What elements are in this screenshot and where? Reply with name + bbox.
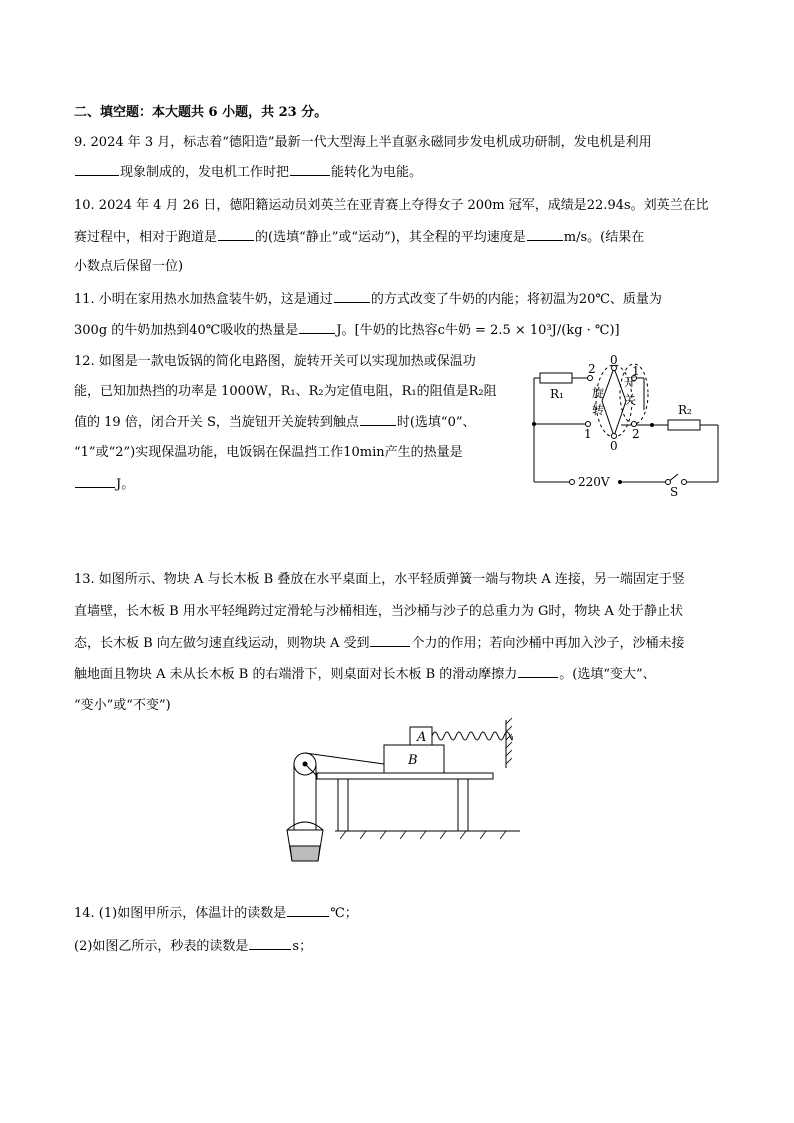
q12-text-b: 时(选填“0”、 [396, 415, 476, 430]
answer-blank[interactable] [290, 163, 330, 176]
q9-text-a: 现象制成的，发电机工作时把 [120, 165, 290, 180]
q10-text-b: 的(选填“静止”或“运动”)，其全程的平均速度是 [255, 230, 526, 245]
q14-text-b: ℃； [330, 906, 358, 921]
q13-text-c: 触地面且物块 A 未从长木板 B 的右端滑下，则桌面对长木板 B 的滑动摩擦力 [74, 667, 518, 682]
label-guan: 关 [624, 393, 637, 407]
q13-text-d: 。(选填“变大”、 [559, 667, 656, 682]
contact-0-top: 0 [610, 353, 618, 367]
q11-line2 [74, 321, 620, 340]
answer-blank[interactable] [299, 321, 335, 334]
r1-label: R₁ [550, 387, 564, 401]
label-kai: 开 [624, 375, 637, 389]
answer-blank[interactable] [360, 413, 396, 426]
q11-line1 [74, 290, 662, 309]
q12-text-a: 值的 19 倍，闭合开关 S，当旋钮开关旋转到触点 [74, 415, 359, 430]
switch-label: S [670, 485, 679, 499]
q14-text-d: s； [292, 939, 313, 954]
mechanics-diagram [280, 718, 520, 878]
q14-text-a: 14. (1)如图甲所示，体温计的读数是 [74, 906, 287, 921]
q13-text-b: 个力的作用；若向沙桶中再加入沙子，沙桶未接 [411, 636, 685, 651]
r2-label: R₂ [678, 403, 692, 417]
q12-line4: “1”或“2”)实现保温功能，电饭锅在保温挡工作10min产生的热量是 [74, 445, 463, 460]
q12-line3 [74, 413, 476, 432]
board-b-label: B [408, 753, 418, 768]
q12-line1: 12. 如图是一款电饭锅的简化电路图，旋转开关可以实现加热或保温功 [74, 354, 476, 369]
q10-text-c: m/s。(结果在 [563, 230, 645, 245]
answer-blank[interactable] [75, 163, 119, 176]
contact-0-bottom: 0 [610, 439, 618, 453]
answer-blank[interactable] [287, 904, 329, 917]
q11-text-b: 的方式改变了牛奶的内能；将初温为20℃、质量为 [370, 292, 662, 307]
block-a-label: A [417, 730, 427, 745]
q13-line3 [74, 634, 685, 653]
answer-blank[interactable] [518, 665, 558, 678]
q11-text-a: 11. 小明在家用热水加热盒装牛奶，这是通过 [74, 292, 333, 307]
q9-line1: 9. 2024 年 3 月，标志着“德阳造”最新一代大型海上半直驱永磁同步发电机成功研制，发电机是利用 [74, 135, 652, 150]
q10-line3: 小数点后保留一位) [74, 259, 184, 274]
label-xuan: 旋 [592, 386, 605, 400]
answer-blank[interactable] [334, 290, 370, 303]
q13-text-a: 态，长木板 B 向左做匀速直线运动，则物块 A 受到 [74, 636, 370, 651]
q11-text-a2: 300g 的牛奶加热到40℃吸收的热量是 [74, 323, 299, 338]
contact-1-bottom: 1 [584, 427, 592, 441]
label-zhuan: 转 [592, 403, 605, 417]
answer-blank[interactable] [527, 228, 563, 241]
contact-2-top: 2 [588, 362, 596, 376]
contact-1-top: 1 [632, 364, 640, 378]
answer-blank[interactable] [370, 634, 410, 647]
q9-line2 [74, 163, 422, 182]
q11-text-b2: J。[牛奶的比热容c牛奶 = 2.5 × 10³J/(kg · ℃)] [336, 323, 620, 338]
q13-line1: 13. 如图所示、物块 A 与长木板 B 叠放在水平桌面上，水平轻质弹簧一端与物块 A 连接，另一端固定于竖 [74, 572, 685, 587]
section-heading: 二、填空题：本大题共 6 小题，共 23 分。 [74, 105, 328, 120]
q13-line4 [74, 665, 656, 684]
q12-line2: 能，已知加热挡的功率是 1000W，R₁、R₂为定值电阻，R₁的阻值是R₂阻 [74, 384, 497, 399]
q14-line2 [74, 937, 312, 956]
q14-line1 [74, 904, 358, 923]
q14-text-c: (2)如图乙所示，秒表的读数是 [74, 939, 249, 954]
answer-blank[interactable] [249, 937, 291, 950]
q10-text-a: 赛过程中，相对于跑道是 [74, 230, 218, 245]
answer-blank[interactable] [218, 228, 254, 241]
q10-line1: 10. 2024 年 4 月 26 日，德阳籍运动员刘英兰在亚青赛上夺得女子 200m 冠军，成绩是22.94s。刘英兰在比 [74, 198, 709, 213]
answer-blank[interactable] [75, 475, 115, 488]
contact-2-bottom: 2 [632, 427, 640, 441]
voltage-label: 220V [578, 475, 610, 489]
q13-line2: 直墙壁，长木板 B 用水平轻绳跨过定滑轮与沙桶相连，当沙桶与沙子的总重力为 G时，物块 A 处于静止状 [74, 604, 683, 619]
q10-line2 [74, 228, 644, 247]
circuit-diagram [528, 350, 728, 500]
q13-line5: “变小”或“不变”) [74, 698, 171, 713]
q9-text-b: 能转化为电能。 [331, 165, 423, 180]
q12-text-c: J。 [116, 477, 135, 492]
q12-line5 [74, 475, 134, 494]
